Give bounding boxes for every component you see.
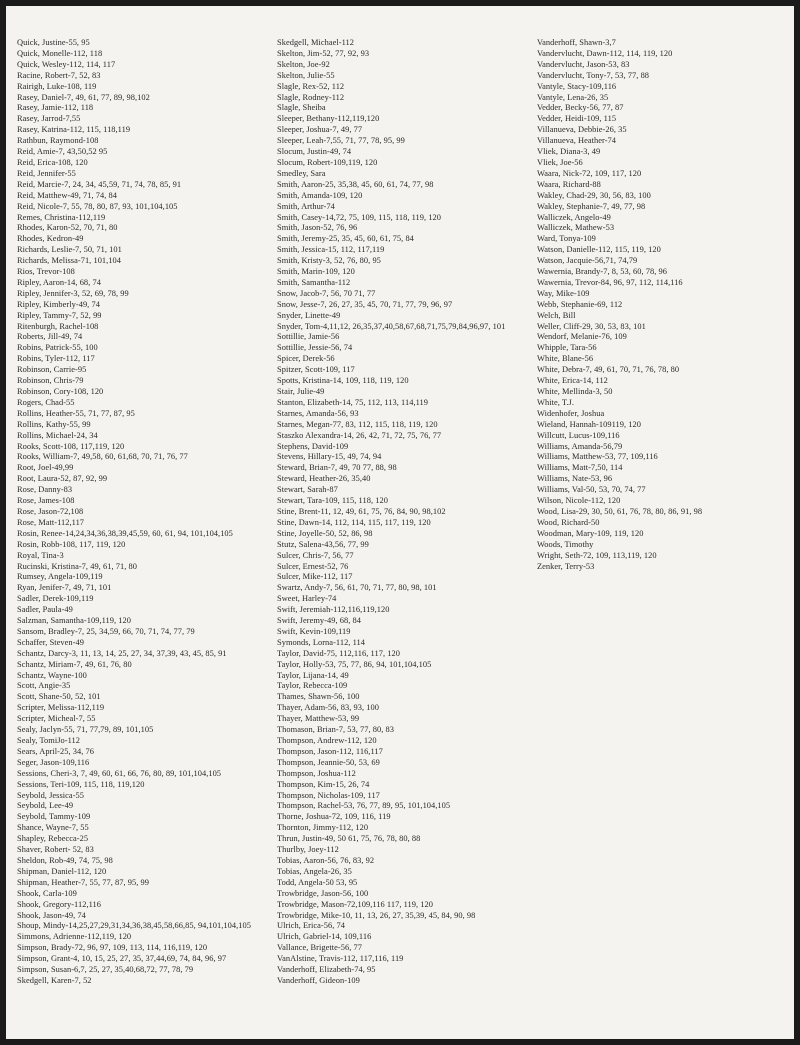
- index-entry: Root, Laura-52, 87, 92, 99: [17, 474, 108, 484]
- index-entry: Seybold, Tammy-109: [17, 812, 91, 822]
- index-entry: Wood, Richard-50: [537, 517, 600, 527]
- index-entry: Wakley, Stephanie-7, 49, 77, 98: [537, 201, 646, 211]
- index-entry: Snyder, Linette-49: [277, 310, 341, 320]
- index-entry: Stair, Julie-49: [277, 387, 325, 396]
- index-entry: Simpson, Susan-6,7, 25, 27, 35,40,68,72, 77, 78, 79: [17, 965, 194, 975]
- index-entry: White, Blane-56: [537, 354, 594, 364]
- index-entry: Spotts, Kristina-14, 109, 118, 119, 120: [277, 376, 409, 386]
- index-entry: Ripley, Tammy-7, 52, 99: [17, 310, 102, 320]
- index-entry: Vedder, Becky-56, 77, 87: [537, 103, 624, 113]
- index-entry: Rollins, Heather-55, 71, 77, 87, 95: [17, 408, 135, 418]
- index-entry: Rasey, Jamie-112, 118: [17, 103, 94, 113]
- index-entry: Thayer, Matthew-53, 99: [277, 714, 360, 724]
- index-entry: Swift, Jeremy-49, 68, 84: [277, 616, 362, 626]
- index-entry: Shook, Gregory-112,116: [17, 899, 101, 909]
- index-entry: Richards, Melissa-71, 101,104: [17, 256, 122, 266]
- index-entry: Villanueva, Debbie-26, 35: [537, 125, 627, 135]
- index-entry: Simpson, Grant-4, 10, 15, 25, 27, 35, 37,44,69, 74, 84, 96, 97: [17, 954, 227, 964]
- index-entry: Thompson, Andrew-112, 120: [277, 736, 377, 745]
- index-entry: Shaver, Robert- 52, 83: [17, 845, 94, 855]
- index-entry: Wieland, Hannah-109119, 120: [537, 419, 641, 429]
- index-entry: Vliek, Joe-56: [537, 157, 583, 167]
- index-entry: Sulcer, Chris-7, 56, 77: [277, 550, 354, 560]
- index-entry: Ripley, Aaron-14, 68, 74: [17, 277, 101, 287]
- index-entry: Shipman, Daniel-112, 120: [17, 866, 107, 876]
- index-entry: Wawernia, Brandy-7, 8, 53, 60, 78, 96: [537, 267, 668, 277]
- index-entry: Seybold, Lee-49: [17, 801, 74, 811]
- index-entry: Reid, Nicole-7, 55, 78, 80, 87, 93, 101,104,105: [17, 201, 178, 211]
- index-entry: Sleeper, Joshua-7, 49, 77: [277, 125, 363, 135]
- index-entry: Ritenburgh, Rachel-108: [17, 321, 99, 331]
- index-entry: Smith, Casey-14,72, 75, 109, 115, 118, 119, 120: [277, 212, 442, 222]
- index-entry: Stewart, Tara-109, 115, 118, 120: [277, 496, 388, 506]
- index-entry: Rasey, Katrina-112, 115, 118,119: [17, 125, 131, 135]
- index-entry: Simpson, Brady-72, 96, 97, 109, 113, 114, 116,119, 120: [17, 943, 208, 953]
- index-entry: Rose, Danny-83: [17, 485, 73, 495]
- index-entry: Reid, Amie-7, 43,50,52 95: [17, 147, 108, 157]
- index-entry: Sulcer, Ernest-52, 76: [277, 561, 349, 571]
- index-entry: Vallance, Brigette-56, 77: [277, 943, 362, 953]
- index-entry: Smith, Samantha-112: [277, 277, 351, 287]
- index-entry: Quick, Monelle-112, 118: [17, 48, 103, 58]
- index-entry: Richards, Leslie-7, 50, 71, 101: [17, 245, 122, 255]
- index-entry: Shook, Carla-109: [17, 888, 77, 898]
- index-entry: Sottillie, Jessie-56, 74: [277, 343, 353, 353]
- index-entry: Walliczek, Mathew-53: [537, 223, 615, 233]
- index-entry: Starnes, Amanda-56, 93: [277, 408, 359, 418]
- index-entry: Stine, Dawn-14, 112, 114, 115, 117, 119, 120: [277, 517, 431, 527]
- index-entry: Ulrich, Erica-56, 74: [277, 921, 345, 931]
- index-entry: Sweet, Harley-74: [277, 594, 337, 604]
- index-entry: Scott, Shane-50, 52, 101: [17, 692, 101, 702]
- index-entry: Salzman, Samantha-109,119, 120: [17, 616, 131, 626]
- index-entry: Scripter, Micheal-7, 55: [17, 714, 96, 724]
- index-entry: Rollins, Michael-24, 34: [17, 430, 98, 440]
- index-entry: Smith, Jeremy-25, 35, 45, 60, 61, 75, 84: [277, 234, 414, 244]
- index-entry: Vanderhoff, Gideon-109: [277, 975, 360, 985]
- index-entry: Wright, Seth-72, 109, 113,119, 120: [537, 550, 657, 560]
- index-entry: Vliek, Diana-3, 49: [537, 147, 601, 157]
- index-entry: Vedder, Heidi-109, 115: [537, 114, 617, 124]
- index-entry: Thornton, Jimmy-112, 120: [277, 823, 369, 833]
- index-entry: Rhodes, Karon-52, 70, 71, 80: [17, 223, 118, 233]
- index-entry: Thompson, Jeannie-50, 53, 69: [277, 757, 380, 767]
- index-entry: Vandervlucht, Dawn-112, 114, 119, 120: [537, 48, 673, 58]
- index-entry: Steward, Brian-7, 49, 70 77, 88, 98: [277, 463, 397, 473]
- index-entry: Watson, Jacquie-56,71, 74,79: [537, 256, 638, 266]
- index-entry: Vanderhoff, Elizabeth-74, 95: [277, 965, 376, 975]
- index-entry: Thayer, Adam-56, 83, 93, 100: [277, 703, 380, 713]
- index-entry: Trowbridge, Mason-72,109,116 117, 119, 120: [277, 899, 434, 909]
- index-entry: Remes, Christina-112,119: [17, 212, 106, 222]
- index-entry: Racine, Robert-7, 52, 83: [17, 70, 101, 80]
- index-entry: Seybold, Jessica-55: [17, 790, 85, 800]
- index-entry: Wendorf, Melanie-76, 109: [537, 332, 627, 342]
- index-entry: Rasey, Jarrod-7,55: [17, 114, 81, 124]
- index-entry: Rose, James-108: [17, 496, 75, 506]
- index-entry: Smith, Kristy-3, 52, 76, 80, 95: [277, 256, 381, 266]
- index-entry: Vantyle, Stacy-109,116: [537, 81, 617, 91]
- index-entry: Trowbridge, Jason-56, 100: [277, 888, 369, 898]
- index-entry: Rairigh, Luke-108, 119: [17, 81, 97, 91]
- index-entry: Snow, Jacob-7, 56, 70 71, 77: [277, 288, 376, 298]
- index-entry: Rooks, Scott-108, 117,119, 120: [17, 441, 125, 451]
- index-entry: Skelton, Julie-55: [277, 70, 335, 80]
- index-entry: Swift, Kevin-109,119: [277, 626, 351, 636]
- index-entry: Welch, Bill: [537, 310, 576, 320]
- index-entry: Spicer, Derek-56: [277, 354, 335, 364]
- index-entry: Williams, Matt-7,50, 114: [537, 463, 623, 473]
- index-entry: Way, Mike-109: [537, 288, 590, 298]
- index-entry: Quick, Wesley-112, 114, 117: [17, 59, 116, 69]
- index-entry: Smith, Amanda-109, 120: [277, 190, 363, 200]
- index-entry: Root, Joel-49,99: [17, 463, 74, 473]
- index-entry: Slagle, Rodney-112: [277, 92, 345, 102]
- index-entry: Slagle, Rex-52, 112: [277, 81, 345, 91]
- index-entry: Skedgell, Michael-112: [277, 38, 355, 47]
- index-entry: Rumsey, Angela-109,119: [17, 572, 103, 582]
- index-entry: Widenhofer, Joshua: [537, 408, 605, 418]
- index-entry: Sadler, Derek-109,119: [17, 594, 94, 604]
- index-entry: Rosin, Robb-108, 117, 119, 120: [17, 539, 126, 549]
- index-entry: Williams, Nate-53, 96: [537, 474, 613, 484]
- index-entry: Robins, Tyler-112, 117: [17, 354, 95, 364]
- index-entry: Slagle, Sheiba: [277, 103, 326, 113]
- index-entry: Sottillie, Jamie-56: [277, 332, 340, 342]
- index-entry: Sessions, Cheri-3, 7, 49, 60, 61, 66, 76, 80, 89, 101,104,105: [17, 768, 222, 778]
- index-entry: Shipman, Heather-7, 55, 77, 87, 95, 99: [17, 877, 149, 887]
- index-entry: Steward, Heather-26, 35,40: [277, 474, 371, 484]
- index-entry: Williams, Amanda-56,79: [537, 441, 623, 451]
- index-entry: Willcutt, Lucus-109,116: [537, 430, 620, 440]
- index-entry: Robinson, Chris-79: [17, 376, 84, 386]
- index-entry: Slocum, Justin-49, 74: [277, 147, 352, 157]
- index-entry: Symonds, Lorna-112, 114: [277, 637, 365, 647]
- index-entry: Stevens, Hillary-15, 49, 74, 94: [277, 452, 382, 462]
- index-entry: Stine, Brent-11, 12, 49, 61, 75, 76, 84, 90, 98,102: [277, 506, 446, 516]
- index-entry: Shook, Jason-49, 74: [17, 910, 86, 920]
- index-entry: Smith, Marin-109, 120: [277, 267, 355, 277]
- index-entry: Thompson, Kim-15, 26, 74: [277, 779, 370, 789]
- index-column-1: [17, 38, 272, 987]
- index-entry: Skedgell, Karen-7, 52: [17, 975, 92, 985]
- index-entry: Rosin, Renee-14,24,34,36,38,39,45,59, 60, 61, 94, 101,104,105: [17, 528, 233, 538]
- index-entry: Reid, Jennifer-55: [17, 168, 76, 178]
- index-entry: Skelton, Joe-92: [277, 59, 330, 69]
- index-entry: Schantz, Darcy-3, 11, 13, 14, 25, 27, 34, 37,39, 43, 45, 85, 91: [17, 648, 227, 658]
- index-entry: Wakley, Chad-29, 30, 56, 83, 100: [537, 190, 651, 200]
- index-entry: Sessions, Teri-109, 115, 118, 119,120: [17, 779, 145, 789]
- index-entry: Smith, Jason-52, 76, 96: [277, 223, 358, 233]
- index-entry: Smith, Aaron-25, 35,38, 45, 60, 61, 74, 77, 98: [277, 179, 434, 189]
- index-entry: Ward, Tonya-109: [537, 234, 596, 244]
- index-entry: Taylor, Rebecca-109: [277, 681, 348, 691]
- index-entry: Zenker, Terry-53: [537, 561, 595, 571]
- index-entry: Robinson, Carrie-95: [17, 365, 87, 375]
- index-entry: Staszko Alexandra-14, 26, 42, 71, 72, 75, 76, 77: [277, 430, 442, 440]
- index-entry: Spitzer, Scott-109, 117: [277, 365, 355, 375]
- index-entry: Williams, Val-50, 53, 70, 74, 77: [537, 485, 646, 495]
- index-entry: Snow, Jesse-7, 26, 27, 35, 45, 70, 71, 77, 79, 96, 97: [277, 299, 453, 309]
- index-entry: Stewart, Sarah-87: [277, 485, 338, 495]
- index-entry: Thames, Shawn-56, 100: [277, 692, 360, 702]
- index-entry: Villanueva, Heather-74: [537, 136, 617, 146]
- index-entry: Robinson, Cory-108, 120: [17, 387, 104, 396]
- index-entry: Taylor, David-75, 112,116, 117, 120: [277, 648, 400, 658]
- index-entry: Wood, Lisa-29, 30, 50, 61, 76, 78, 80, 86, 91, 98: [537, 506, 703, 516]
- index-entry: Shance, Wayne-7, 55: [17, 823, 89, 833]
- index-entry: Thompson, Jason-112, 116,117: [277, 746, 383, 756]
- index-entry: Snyder, Tom-4,11,12, 26,35,37,40,58,67,68,71,75,79,84,96,97, 101: [277, 321, 506, 331]
- index-entry: Vandervlucht, Tony-7, 53, 77, 88: [537, 70, 650, 80]
- index-entry: Williams, Matthew-53, 77, 109,116: [537, 452, 658, 462]
- index-entry: Reid, Erica-108, 120: [17, 157, 88, 167]
- index-entry: Starnes, Megan-77, 83, 112, 115, 118, 119, 120: [277, 419, 438, 429]
- index-entry: Weller, Cliff-29, 30, 53, 83, 101: [537, 321, 646, 331]
- index-entry: Woods, Timothy: [537, 539, 594, 549]
- index-entry: White, T.J.: [537, 397, 574, 407]
- index-entry: Swift, Jeremiah-112,116,119,120: [277, 605, 390, 615]
- index-entry: Rogers, Chad-55: [17, 397, 75, 407]
- index-entry: Rios, Trevor-108: [17, 267, 75, 277]
- index-entry: Rucinski, Kristina-7, 49, 61, 71, 80: [17, 561, 137, 571]
- index-entry: Ulrich, Gabriel-14, 109,116: [277, 932, 372, 942]
- index-entry: Waara, Richard-88: [537, 179, 601, 189]
- index-entry: Sears, April-25, 34, 76: [17, 746, 94, 756]
- index-entry: Stanton, Elizabeth-14, 75, 112, 113, 114,119: [277, 397, 428, 407]
- index-entry: Walliczek, Angelo-49: [537, 212, 611, 222]
- index-entry: Rollins, Kathy-55, 99: [17, 419, 91, 429]
- index-entry: Schaffer, Steven-49: [17, 637, 84, 647]
- index-entry: Taylor, Holly-53, 75, 77, 86, 94, 101,104,105: [277, 659, 432, 669]
- index-entry: Rooks, William-7, 49,58, 60, 61,68, 70, 71, 76, 77: [17, 452, 188, 462]
- index-entry: Thompson, Nicholas-109, 117: [277, 790, 380, 800]
- index-entry: Slocum, Robert-109,119, 120: [277, 157, 378, 167]
- index-entry: Thurlby, Joey-112: [277, 845, 339, 855]
- index-entry: Swartz, Andy-7, 56, 61, 70, 71, 77, 80, 98, 101: [277, 583, 437, 593]
- index-entry: Webb, Stephanie-69, 112: [537, 299, 623, 309]
- index-entry: Thompson, Rachel-53, 76, 77, 89, 95, 101,104,105: [277, 801, 451, 811]
- index-entry: White, Debra-7, 49, 61, 70, 71, 76, 78, 80: [537, 365, 680, 375]
- index-entry: Seger, Jason-109,116: [17, 757, 90, 767]
- index-entry: White, Erica-14, 112: [537, 376, 608, 386]
- index-entry: Shoup, Mindy-14,25,27,29,31,34,36,38,45,58,66,85, 94,101,104,105: [17, 921, 251, 931]
- index-entry: Rose, Matt-112,117: [17, 517, 85, 527]
- index-entry: Taylor, Lijana-14, 49: [277, 670, 349, 680]
- index-entry: Thompson, Joshua-112: [277, 768, 356, 778]
- index-entry: Thorne, Joshua-72, 109, 116, 119: [277, 812, 391, 822]
- index-entry: Rhodes, Kedron-49: [17, 234, 84, 244]
- index-page: [6, 6, 794, 1039]
- index-entry: Scripter, Melissa-112,119: [17, 703, 105, 713]
- index-entry: Sheldon, Rob-49, 74, 75, 98: [17, 855, 113, 865]
- index-entry: Skelton, Jim-52, 77, 92, 93: [277, 48, 370, 58]
- index-entry: Sadler, Paula-49: [17, 605, 73, 615]
- index-entry: Sealy, TomiJo-112: [17, 736, 80, 745]
- index-entry: Scott, Angie-35: [17, 681, 71, 691]
- index-entry: Wawernia, Trevor-84, 96, 97, 112, 114,116: [537, 277, 683, 287]
- index-entry: Tobias, Angela-26, 35: [277, 866, 352, 876]
- index-entry: Whipple, Tara-56: [537, 343, 597, 353]
- index-entry: White, Mellinda-3, 50: [537, 387, 613, 396]
- index-entry: Vanderhoff, Shawn-3,7: [537, 38, 616, 47]
- index-entry: Thomason, Brian-7, 53, 77, 80, 83: [277, 725, 395, 735]
- index-entry: Rasey, Daniel-7, 49, 61, 77, 89, 98,102: [17, 92, 150, 102]
- index-entry: Simmons, Adrienne-112,119, 120: [17, 932, 132, 942]
- index-entry: Vantyle, Lena-26, 35: [537, 92, 609, 102]
- index-entry: Schantz, Miriam-7, 49, 61, 76, 80: [17, 659, 132, 669]
- index-entry: Stutz, Salena-43,56, 77, 99: [277, 539, 369, 549]
- index-entry: Royal, Tina-3: [17, 550, 64, 560]
- index-entry: Sulcer, Mike-112, 117: [277, 572, 353, 582]
- index-entry: Wilson, Nicole-112, 120: [537, 496, 621, 506]
- index-entry: Shapley, Rebecca-25: [17, 834, 89, 844]
- index-entry: Ryan, Jenifer-7, 49, 71, 101: [17, 583, 112, 593]
- index-entry: Smith, Jessica-15, 112, 117,119: [277, 245, 385, 255]
- index-entry: VanAlstine, Travis-112, 117,116, 119: [277, 954, 404, 964]
- index-column-3: [537, 38, 787, 572]
- index-entry: Smedley, Sara: [277, 168, 326, 178]
- index-entry: Smith, Arthur-74: [277, 201, 335, 211]
- index-entry: Vandervlucht, Jason-53, 83: [537, 59, 630, 69]
- index-entry: Watson, Danielle-112, 115, 119, 120: [537, 245, 661, 255]
- index-entry: Ripley, Jennifer-3, 52, 69, 78, 99: [17, 288, 129, 298]
- index-entry: Robins, Patrick-55, 100: [17, 343, 98, 353]
- index-entry: Sealy, Jaclyn-55, 71, 77,79, 89, 101,105: [17, 725, 154, 735]
- index-entry: Quick, Justine-55, 95: [17, 38, 90, 47]
- index-entry: Tobias, Aaron-56, 76, 83, 92: [277, 855, 375, 865]
- index-entry: Ripley, Kimberly-49, 74: [17, 299, 100, 309]
- index-entry: Waara, Nick-72, 109, 117, 120: [537, 168, 642, 178]
- index-entry: Reid, Matthew-49, 71, 74, 84: [17, 190, 118, 200]
- index-entry: Reid, Marcie-7, 24, 34, 45,59, 71, 74, 78, 85, 91: [17, 179, 182, 189]
- index-entry: Rathbun, Raymond-108: [17, 136, 99, 146]
- index-column-2: [277, 38, 535, 987]
- index-entry: Sansom, Bradley-7, 25, 34,59, 66, 70, 71, 74, 77, 79: [17, 626, 195, 636]
- index-entry: Roberts, Jill-49, 74: [17, 332, 83, 342]
- index-entry: Stine, Joyelle-50, 52, 86, 98: [277, 528, 373, 538]
- index-entry: Rose, Jason-72,108: [17, 506, 84, 516]
- index-entry: Sleeper, Bethany-112,119,120: [277, 114, 380, 124]
- index-entry: Stephens, David-109: [277, 441, 349, 451]
- index-entry: Sleeper, Leah-7,55, 71, 77, 78, 95, 99: [277, 136, 405, 146]
- index-entry: Schantz, Wayne-100: [17, 670, 87, 680]
- index-entry: Woodman, Mary-109, 119, 120: [537, 528, 644, 538]
- index-entry: Trowbridge, Mike-10, 11, 13, 26, 27, 35,39, 45, 84, 90, 98: [277, 910, 476, 920]
- index-entry: Todd, Angela-50 53, 95: [277, 877, 358, 887]
- index-entry: Thrun, Justin-49, 50 61, 75, 76, 78, 80, 88: [277, 834, 421, 844]
